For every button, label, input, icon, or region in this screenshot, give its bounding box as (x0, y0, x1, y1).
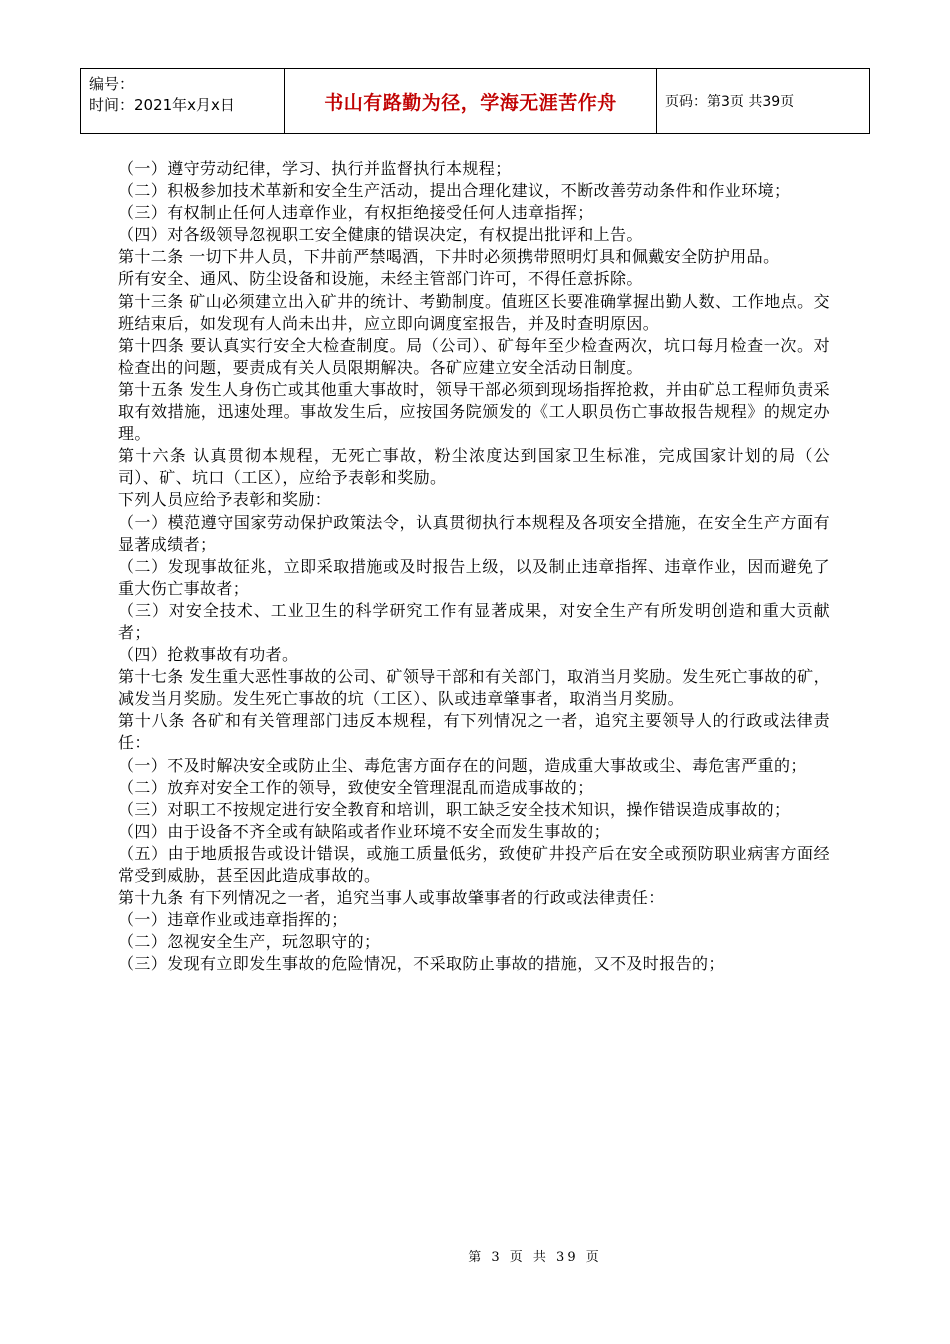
header-page-info: 页码：第3页 共39页 (665, 94, 795, 110)
paragraph: （一）模范遵守国家劳动保护政策法令，认真贯彻执行本规程及各项安全措施，在安全生产方面有显著成绩者； (118, 512, 830, 554)
header-meta (81, 69, 285, 133)
paragraph: （二）积极参加技术革新和安全生产活动，提出合理化建议，不断改善劳动条件和作业环境； (118, 181, 791, 201)
paragraph: （二）放弃对安全工作的领导，致使安全管理混乱而造成事故的； (118, 777, 594, 797)
paragraph: 第十九条 有下列情况之一者，追究当事人或事故肇事者的行政或法律责任： (118, 888, 665, 908)
paragraph: （四）由于设备不齐全或有缺陷或者作业环境不安全而发生事故的； (118, 821, 611, 841)
header-motto: 书山有路勤为径，学海无涯苦作舟 (285, 69, 657, 133)
paragraph: 第十八条 各矿和有关管理部门违反本规程，有下列情况之一者，追究主要领导人的行政或法律责任： (118, 711, 830, 753)
paragraph: （二）忽视安全生产，玩忽职守的； (118, 932, 381, 952)
paragraph: （三）对职工不按规定进行安全教育和培训，职工缺乏安全技术知识，操作错误造成事故的； (118, 799, 791, 819)
paragraph: （三）对安全技术、工业卫生的科学研究工作有显著成果，对安全生产有所发明创造和重大贡献者； (118, 600, 830, 642)
paragraph: 第十二条 一切下井人员，下井前严禁喝酒，下井时必须携带照明灯具和佩戴安全防护用品。 (118, 247, 780, 267)
paragraph: 第十六条 认真贯彻本规程，无死亡事故，粉尘浓度达到国家卫生标准，完成国家计划的局（公司）、矿、坑口（工区），应给予表彰和奖励。 (118, 446, 830, 488)
paragraph: 下列人员应给予表彰和奖励： (118, 490, 332, 510)
paragraph: （一）不及时解决安全或防止尘、毒危害方面存在的问题，造成重大事故或尘、毒危害严重的； (118, 755, 807, 775)
paragraph: （一）违章作业或违章指挥的； (118, 910, 348, 930)
paragraph: 第十三条 矿山必须建立出入矿井的统计、考勤制度。值班区长要准确掌握出勤人数、工作地点。交班结束后，如发现有人尚未出井，应立即向调度室报告，并及时查明原因。 (118, 291, 830, 333)
paragraph: 第十五条 发生人身伤亡或其他重大事故时，领导干部必须到现场指挥抢救，并由矿总工程师负责采取有效措施，迅速处理。事故发生后，应按国务院颁发的《工人职员伤亡事故报告规程》的规定办理。 (118, 379, 830, 444)
page-footer: 第 3 页 共 39 页 (468, 1250, 602, 1265)
paragraph: （三）有权制止任何人违章作业，有权拒绝接受任何人违章指挥； (118, 203, 594, 223)
document-date: 时间：2021年x月x日 (89, 96, 235, 114)
paragraph: 所有安全、通风、防尘设备和设施，未经主管部门许可，不得任意拆除。 (118, 269, 643, 289)
document-body (118, 158, 830, 975)
paragraph: （三）发现有立即发生事故的危险情况，不采取防止事故的措施，又不及时报告的； (118, 954, 725, 974)
paragraph: （一）遵守劳动纪律，学习、执行并监督执行本规程； (118, 159, 512, 178)
paragraph: （二）发现事故征兆，立即采取措施或及时报告上级，以及制止违章指挥、违章作业，因而避免了重大伤亡事故者； (118, 556, 830, 598)
paragraph: 第十四条 要认真实行安全大检查制度。局（公司）、矿每年至少检查两次，坑口每月检查一次。对检查出的问题，要责成有关人员限期解决。各矿应建立安全活动日制度。 (118, 335, 830, 377)
paragraph: （五）由于地质报告或设计错误，或施工质量低劣，致使矿井投产后在安全或预防职业病害方面经常受到威胁，甚至因此造成事故的。 (118, 843, 830, 885)
paragraph: （四）对各级领导忽视职工安全健康的错误决定，有权提出批评和上告。 (118, 225, 643, 245)
paragraph: 第十七条 发生重大恶性事故的公司、矿领导干部和有关部门，取消当月奖励。发生死亡事故的矿，减发当月奖励。发生死亡事故的坑（工区）、队或违章肇事者，取消当月奖励。 (118, 667, 830, 709)
page-header (80, 68, 870, 134)
document-number-label: 编号： (89, 75, 135, 93)
paragraph: （四）抢救事故有功者。 (118, 645, 299, 665)
